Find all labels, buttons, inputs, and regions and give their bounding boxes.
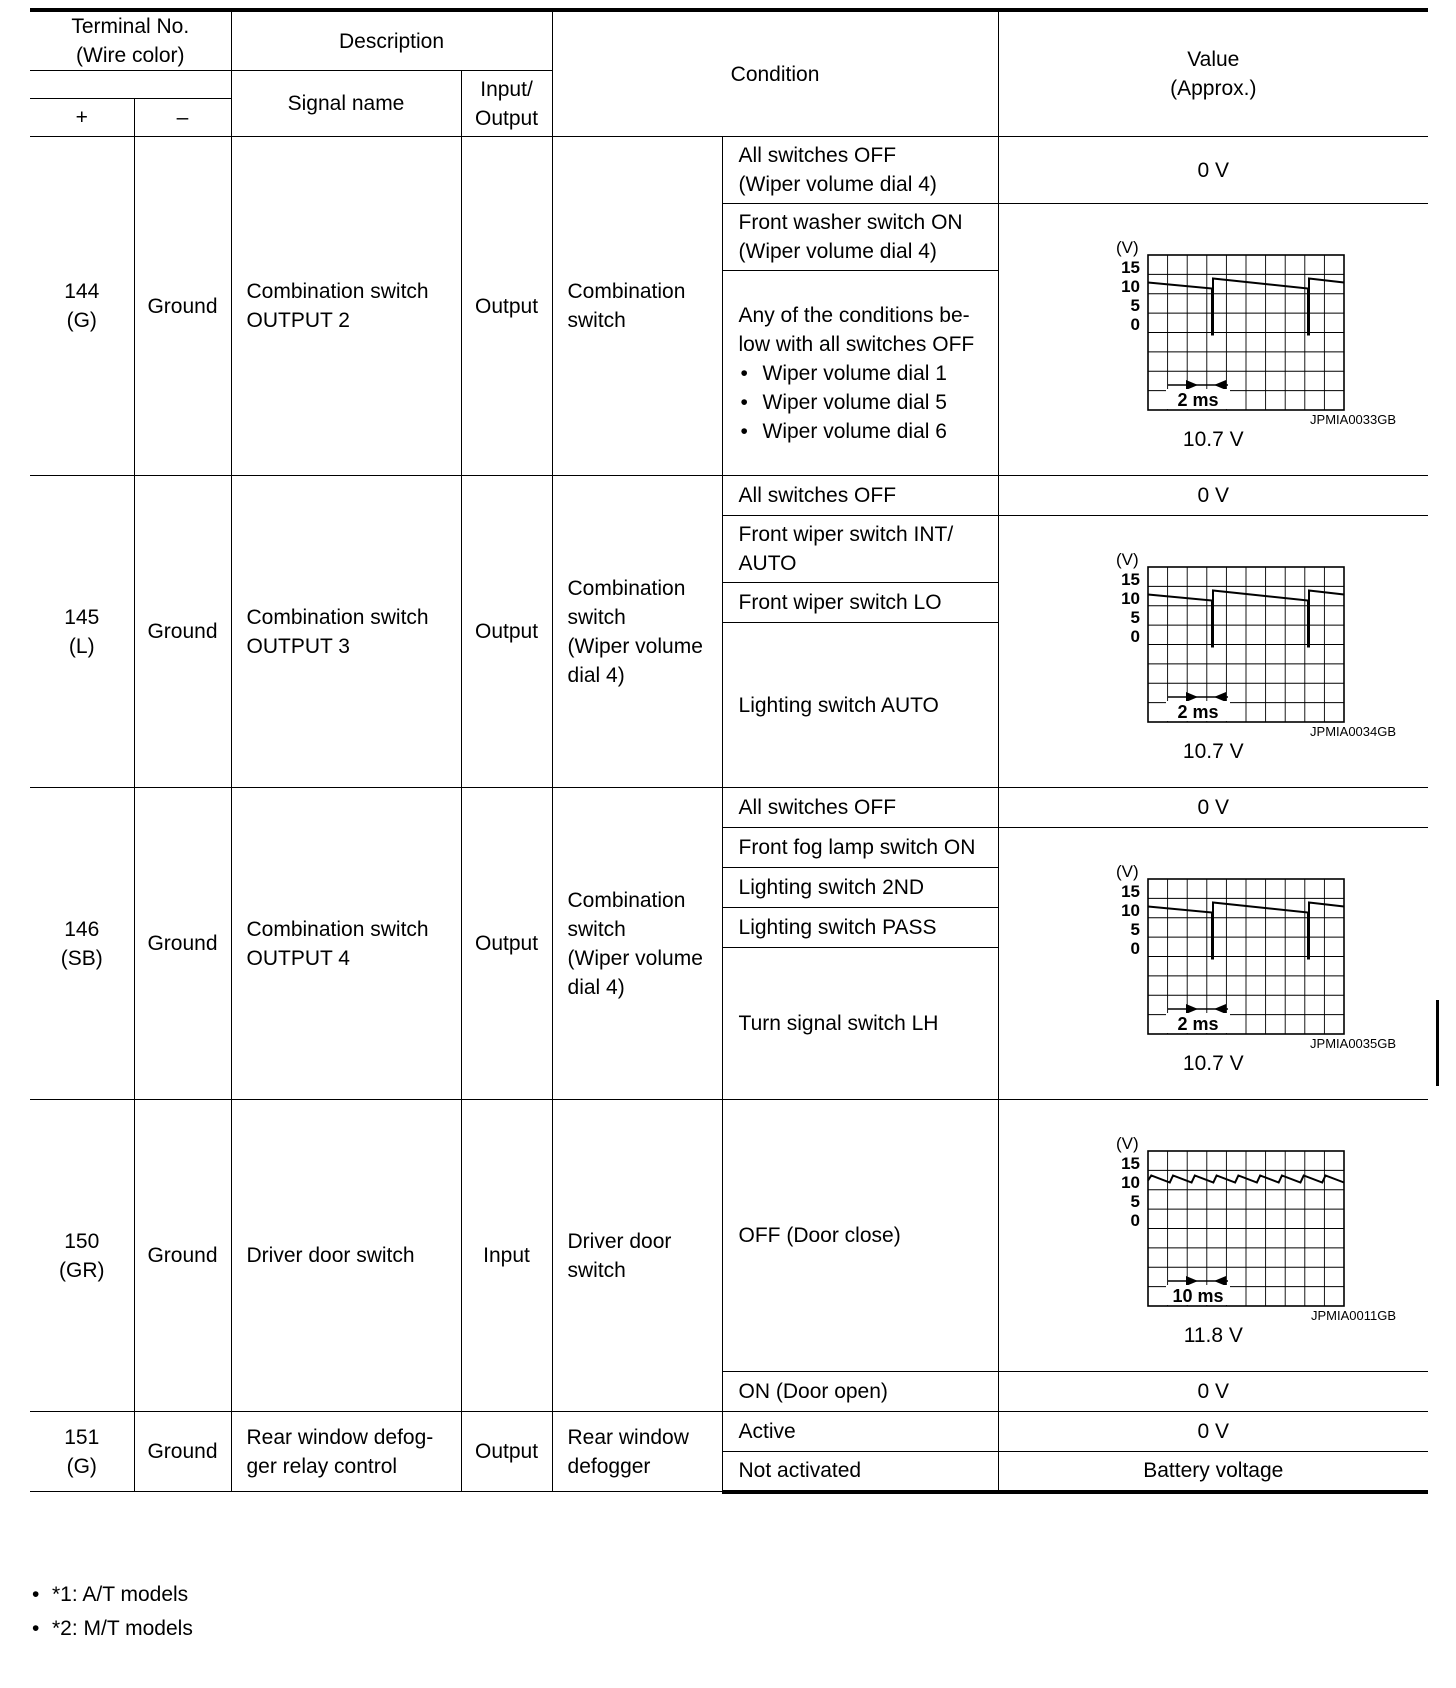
terminal-plus: 144 (G) (30, 137, 134, 476)
header-minus: – (134, 99, 231, 137)
waveform-value: 10.7 V (1182, 428, 1244, 451)
terminal-plus: 150 (GR) (30, 1100, 134, 1412)
time-marker-arrow (1214, 380, 1226, 390)
input-output: Output (461, 137, 552, 476)
axis-tick-label: 0 (1130, 1211, 1141, 1230)
condition-main: Combination switch (552, 137, 722, 476)
figure-id: JPMIA0033GB (1310, 412, 1397, 427)
condition-item: Not activated (722, 1452, 998, 1492)
condition-main: Rear window defogger (552, 1412, 722, 1492)
condition-main: Combination switch (Wiper volume dial 4) (552, 476, 722, 788)
input-output: Output (461, 788, 552, 1100)
condition-item: All switches OFF (722, 476, 998, 516)
condition-item: Front washer switch ON (Wiper volume dial 4) (722, 204, 998, 271)
condition-item: Front wiper switch LO (722, 583, 998, 623)
axis-tick-label: 5 (1130, 920, 1141, 939)
terminal-plus: 151 (G) (30, 1412, 134, 1492)
axis-tick-label: 10 (1121, 589, 1141, 608)
terminal-minus: Ground (134, 1100, 231, 1412)
time-marker-arrow (1186, 692, 1198, 702)
condition-item (722, 271, 998, 476)
time-division-label: 2 ms (1177, 702, 1219, 722)
figure-id: JPMIA0035GB (1310, 1036, 1397, 1051)
axis-tick-label: 10 (1121, 277, 1141, 296)
axis-tick-label: 10 (1121, 901, 1141, 920)
condition-item: Front wiper switch INT/ AUTO (722, 516, 998, 583)
figure-id: JPMIA0011GB (1311, 1308, 1397, 1323)
time-marker-arrow (1214, 692, 1226, 702)
axis-tick-label: 10 (1121, 1173, 1141, 1192)
footnote-item: • *2: M/T models (30, 1612, 193, 1646)
oscilloscope-waveform (1078, 1131, 1348, 1311)
oscilloscope-waveform (1078, 859, 1348, 1039)
condition-item: All switches OFF (Wiper volume dial 4) (722, 137, 998, 204)
terminal-minus: Ground (134, 1412, 231, 1492)
condition-bullets (739, 359, 992, 446)
time-marker-arrow (1186, 1276, 1198, 1286)
waveform-figure (999, 859, 1429, 1078)
waveform-figure (999, 1131, 1429, 1350)
footnotes (30, 1578, 193, 1646)
bullet-item: • Wiper volume dial 5 (739, 388, 992, 417)
axis-unit: (V) (1116, 550, 1139, 569)
input-output: Input (461, 1100, 552, 1412)
value-waveform-cell (998, 1100, 1428, 1372)
condition-item: Turn signal switch LH (722, 948, 998, 1100)
axis-tick-label: 15 (1121, 258, 1141, 277)
condition-item: Active (722, 1412, 998, 1452)
axis-unit: (V) (1116, 238, 1139, 257)
condition-item: Lighting switch 2ND (722, 868, 998, 908)
condition-item: All switches OFF (722, 788, 998, 828)
bullet-item: • Wiper volume dial 6 (739, 417, 992, 446)
waveform-figure (999, 547, 1429, 766)
waveform-value: 10.7 V (1182, 1052, 1244, 1075)
value: Battery voltage (998, 1452, 1428, 1492)
signal-name: Combination switch OUTPUT 3 (231, 476, 461, 788)
header-input-output: Input/ Output (461, 71, 552, 137)
axis-tick-label: 0 (1130, 939, 1141, 958)
waveform-figure (999, 235, 1429, 454)
signal-name: Rear window defog- ger relay control (231, 1412, 461, 1492)
axis-unit: (V) (1116, 862, 1139, 881)
condition-item: ON (Door open) (722, 1372, 998, 1412)
axis-tick-label: 15 (1121, 570, 1141, 589)
signal-name: Combination switch OUTPUT 4 (231, 788, 461, 1100)
revision-change-bar (1436, 1000, 1439, 1086)
oscilloscope-waveform (1078, 547, 1348, 727)
value-waveform-cell (998, 828, 1428, 1100)
time-division-label: 2 ms (1177, 390, 1219, 410)
input-output: Output (461, 476, 552, 788)
condition-item: OFF (Door close) (722, 1100, 998, 1372)
condition-item: Lighting switch PASS (722, 908, 998, 948)
axis-tick-label: 5 (1130, 296, 1141, 315)
condition-main: Combination switch (Wiper volume dial 4) (552, 788, 722, 1100)
waveform-value: 11.8 V (1183, 1324, 1243, 1347)
time-division-label: 2 ms (1177, 1014, 1219, 1034)
header-signal-name: Signal name (231, 71, 461, 137)
footnote-item: • *1: A/T models (30, 1578, 193, 1612)
header-description: Description (231, 10, 552, 71)
time-marker-arrow (1186, 380, 1198, 390)
axis-tick-label: 0 (1130, 627, 1141, 646)
condition-item: Lighting switch AUTO (722, 623, 998, 788)
signal-name: Driver door switch (231, 1100, 461, 1412)
waveform-value: 10.7 V (1182, 740, 1244, 763)
value: 0 V (998, 788, 1428, 828)
value: 0 V (998, 476, 1428, 516)
axis-tick-label: 15 (1121, 882, 1141, 901)
figure-id: JPMIA0034GB (1310, 724, 1397, 739)
terminal-minus: Ground (134, 788, 231, 1100)
time-marker-arrow (1186, 1004, 1198, 1014)
header-value: Value (Approx.) (998, 10, 1428, 137)
axis-tick-label: 5 (1130, 608, 1141, 627)
axis-tick-label: 15 (1121, 1154, 1141, 1173)
header-terminal-no: Terminal No. (Wire color) (30, 10, 231, 71)
terminal-plus: 146 (SB) (30, 788, 134, 1100)
value-waveform-cell (998, 204, 1428, 476)
header-condition: Condition (552, 10, 998, 137)
value: 0 V (998, 137, 1428, 204)
condition-text: Any of the conditions be- low with all switches OFF (738, 303, 975, 356)
value: 0 V (998, 1372, 1428, 1412)
terminal-minus: Ground (134, 476, 231, 788)
signal-name: Combination switch OUTPUT 2 (231, 137, 461, 476)
value: 0 V (998, 1412, 1428, 1452)
time-marker-arrow (1214, 1276, 1226, 1286)
terminal-spec-table (30, 8, 1428, 1494)
header-plus: + (30, 99, 134, 137)
axis-tick-label: 5 (1130, 1192, 1141, 1211)
input-output: Output (461, 1412, 552, 1492)
bullet-item: • Wiper volume dial 1 (739, 359, 992, 388)
axis-unit: (V) (1116, 1134, 1139, 1153)
condition-main: Driver door switch (552, 1100, 722, 1412)
time-marker-arrow (1214, 1004, 1226, 1014)
value-waveform-cell (998, 516, 1428, 788)
axis-tick-label: 0 (1130, 315, 1141, 334)
condition-item: Front fog lamp switch ON (722, 828, 998, 868)
oscilloscope-waveform (1078, 235, 1348, 415)
terminal-minus: Ground (134, 137, 231, 476)
terminal-plus: 145 (L) (30, 476, 134, 788)
time-division-label: 10 ms (1172, 1286, 1224, 1306)
